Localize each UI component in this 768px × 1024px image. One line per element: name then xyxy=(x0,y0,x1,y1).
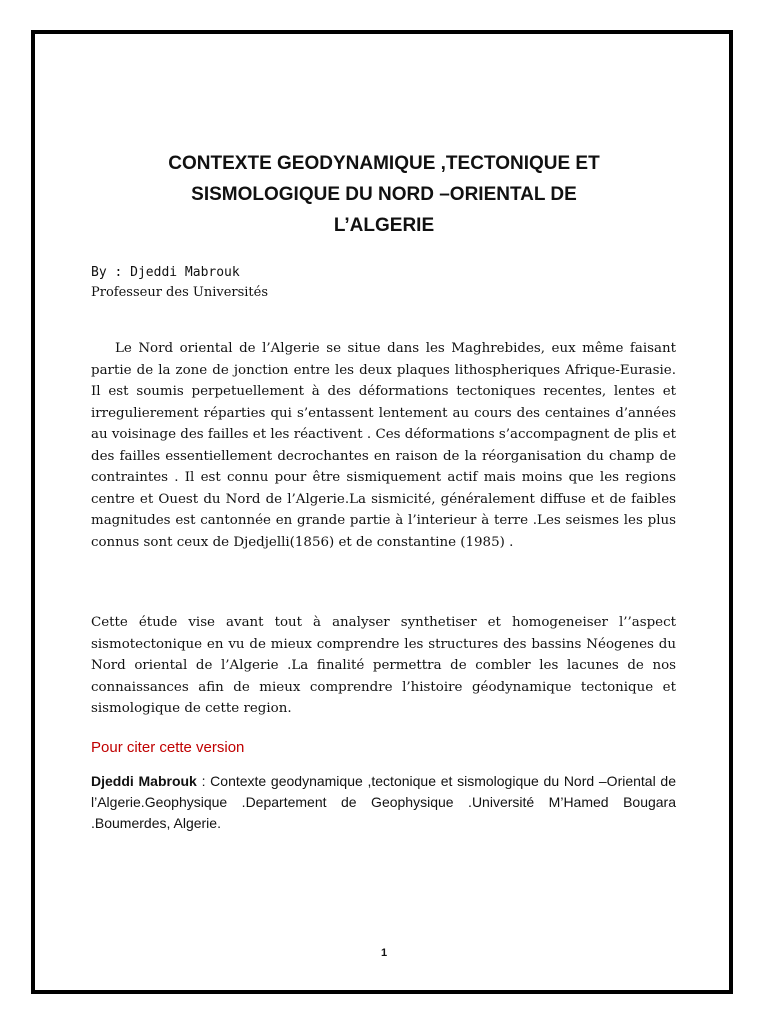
cite-heading: Pour citer cette version xyxy=(91,739,245,756)
title-line-1: CONTEXTE GEODYNAMIQUE ,TECTONIQUE ET xyxy=(168,153,600,174)
citation-block xyxy=(91,771,676,834)
author-line: By : Djeddi Mabrouk xyxy=(91,265,240,280)
document-title xyxy=(100,148,668,241)
body-paragraph-2: Cette étude vise avant tout à analyser synthetiser et homogeneiser l’’aspect sismotectonique en vu de mieux comprendre les structures des bassins Néogenes du Nord oriental de l’Algerie .La finalité permettra de combler les lacunes de nos connaissances afin de mieux comprendre l’histoire géodynamique tectonique et sismologique de cette region. xyxy=(91,615,676,716)
title-line-3: L’ALGERIE xyxy=(333,215,435,236)
page-number: 1 xyxy=(380,947,388,959)
author-affiliation: Professeur des Universités xyxy=(91,285,269,300)
citation-author: Djeddi Mabrouk xyxy=(91,773,197,789)
body-paragraph-1: Le Nord oriental de l’Algerie se situe dans les Maghrebides, eux même faisant partie de la zone de jonction entre les deux plaques lithospheriques Afrique-Eurasie. Il est soumis perpetuellement à des déformations tectoniques recentes, lentes et irregulierement réparties qui s’entassent lentement au cours des centaines d’années au voisinage des failles et les réactivent . Ces déformations s’accompagnent de plis et des failles essentiellement decrochantes en raison de la réorganisation du champ de contraintes . Il est connu pour être sismiquement actif mais moins que les regions centre et Ouest du Nord de l’Algerie.La sismicité, généralement diffuse et de faibles magnitudes est cantonnée en grande partie à l’interieur à terre .Les seismes les plus connus sont ceux de Djedjelli(1856) et de constantine (1985) . xyxy=(91,341,676,550)
citation-text: : Contexte geodynamique ,tectonique et sismologique du Nord –Oriental de l’Algerie.Geophysique .Departement de Geophysique .Université M’Hamed Bougara .Boumerdes, Algerie. xyxy=(91,773,676,831)
title-line-2: SISMOLOGIQUE DU NORD –ORIENTAL DE xyxy=(191,184,577,205)
